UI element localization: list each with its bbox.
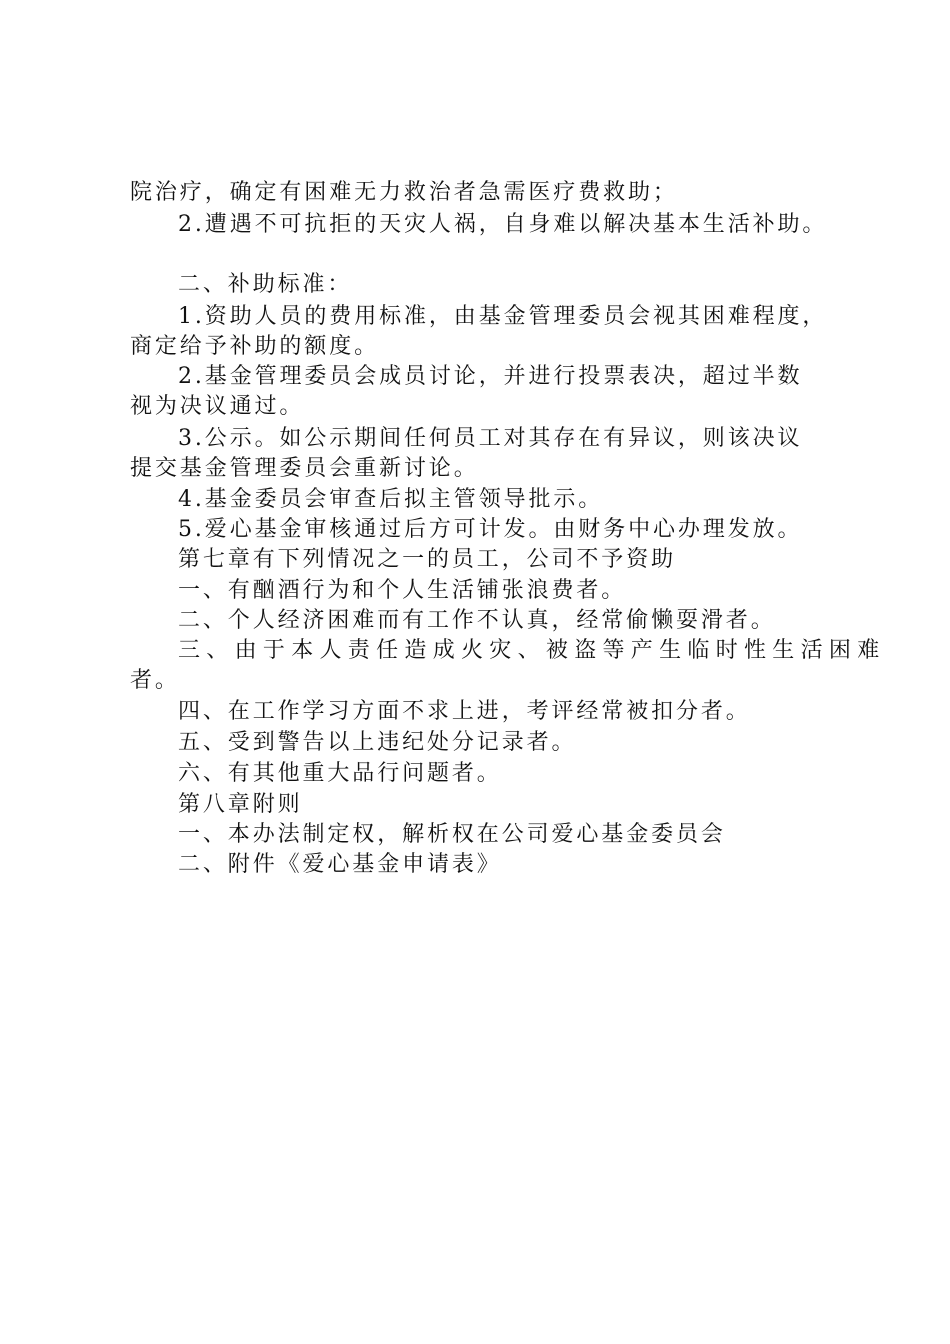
paragraph-line: 2.遭遇不可抗拒的天灾人祸，自身难以解决基本生活补助。 xyxy=(178,212,828,237)
paragraph-line: 五、受到警告以上违纪处分记录者。 xyxy=(178,730,577,755)
paragraph-line: 者。 xyxy=(130,668,180,693)
paragraph-line: 视为决议通过。 xyxy=(130,394,305,419)
paragraph-line: 4.基金委员会审查后拟主管领导批示。 xyxy=(178,487,604,512)
paragraph-line: 三、由于本人责任造成火灾、被盗等产生临时性生活困难 xyxy=(178,638,886,663)
paragraph-line: 四、在工作学习方面不求上进，考评经常被扣分者。 xyxy=(178,699,751,724)
chapter-heading: 第八章附则 xyxy=(178,792,303,817)
paragraph-line: 一、有酗酒行为和个人生活铺张浪费者。 xyxy=(178,578,627,603)
paragraph-line: 商定给予补助的额度。 xyxy=(130,334,380,359)
paragraph-line: 提交基金管理委员会重新讨论。 xyxy=(130,456,479,481)
paragraph-line: 5.爱心基金审核通过后方可计发。由财务中心办理发放。 xyxy=(178,517,803,542)
paragraph-line: 2.基金管理委员会成员讨论，并进行投票表决，超过半数 xyxy=(178,364,803,389)
paragraph-line: 一、本办法制定权，解析权在公司爱心基金委员会 xyxy=(178,822,726,847)
paragraph-line: 院治疗，确定有困难无力救治者急需医疗费救助； xyxy=(130,180,678,205)
paragraph-line: 二、附件《爱心基金申请表》 xyxy=(178,852,502,877)
paragraph-line: 1.资助人员的费用标准，由基金管理委员会视其困难程度， xyxy=(178,304,828,329)
section-heading: 二、补助标准： xyxy=(178,272,353,297)
paragraph-line: 二、个人经济困难而有工作不认真，经常偷懒耍滑者。 xyxy=(178,608,776,633)
paragraph-line: 3.公示。如公示期间任何员工对其存在有异议，则该决议 xyxy=(178,426,803,451)
chapter-heading: 第七章有下列情况之一的员工，公司不予资助 xyxy=(178,547,677,572)
paragraph-line: 六、有其他重大品行问题者。 xyxy=(178,761,502,786)
